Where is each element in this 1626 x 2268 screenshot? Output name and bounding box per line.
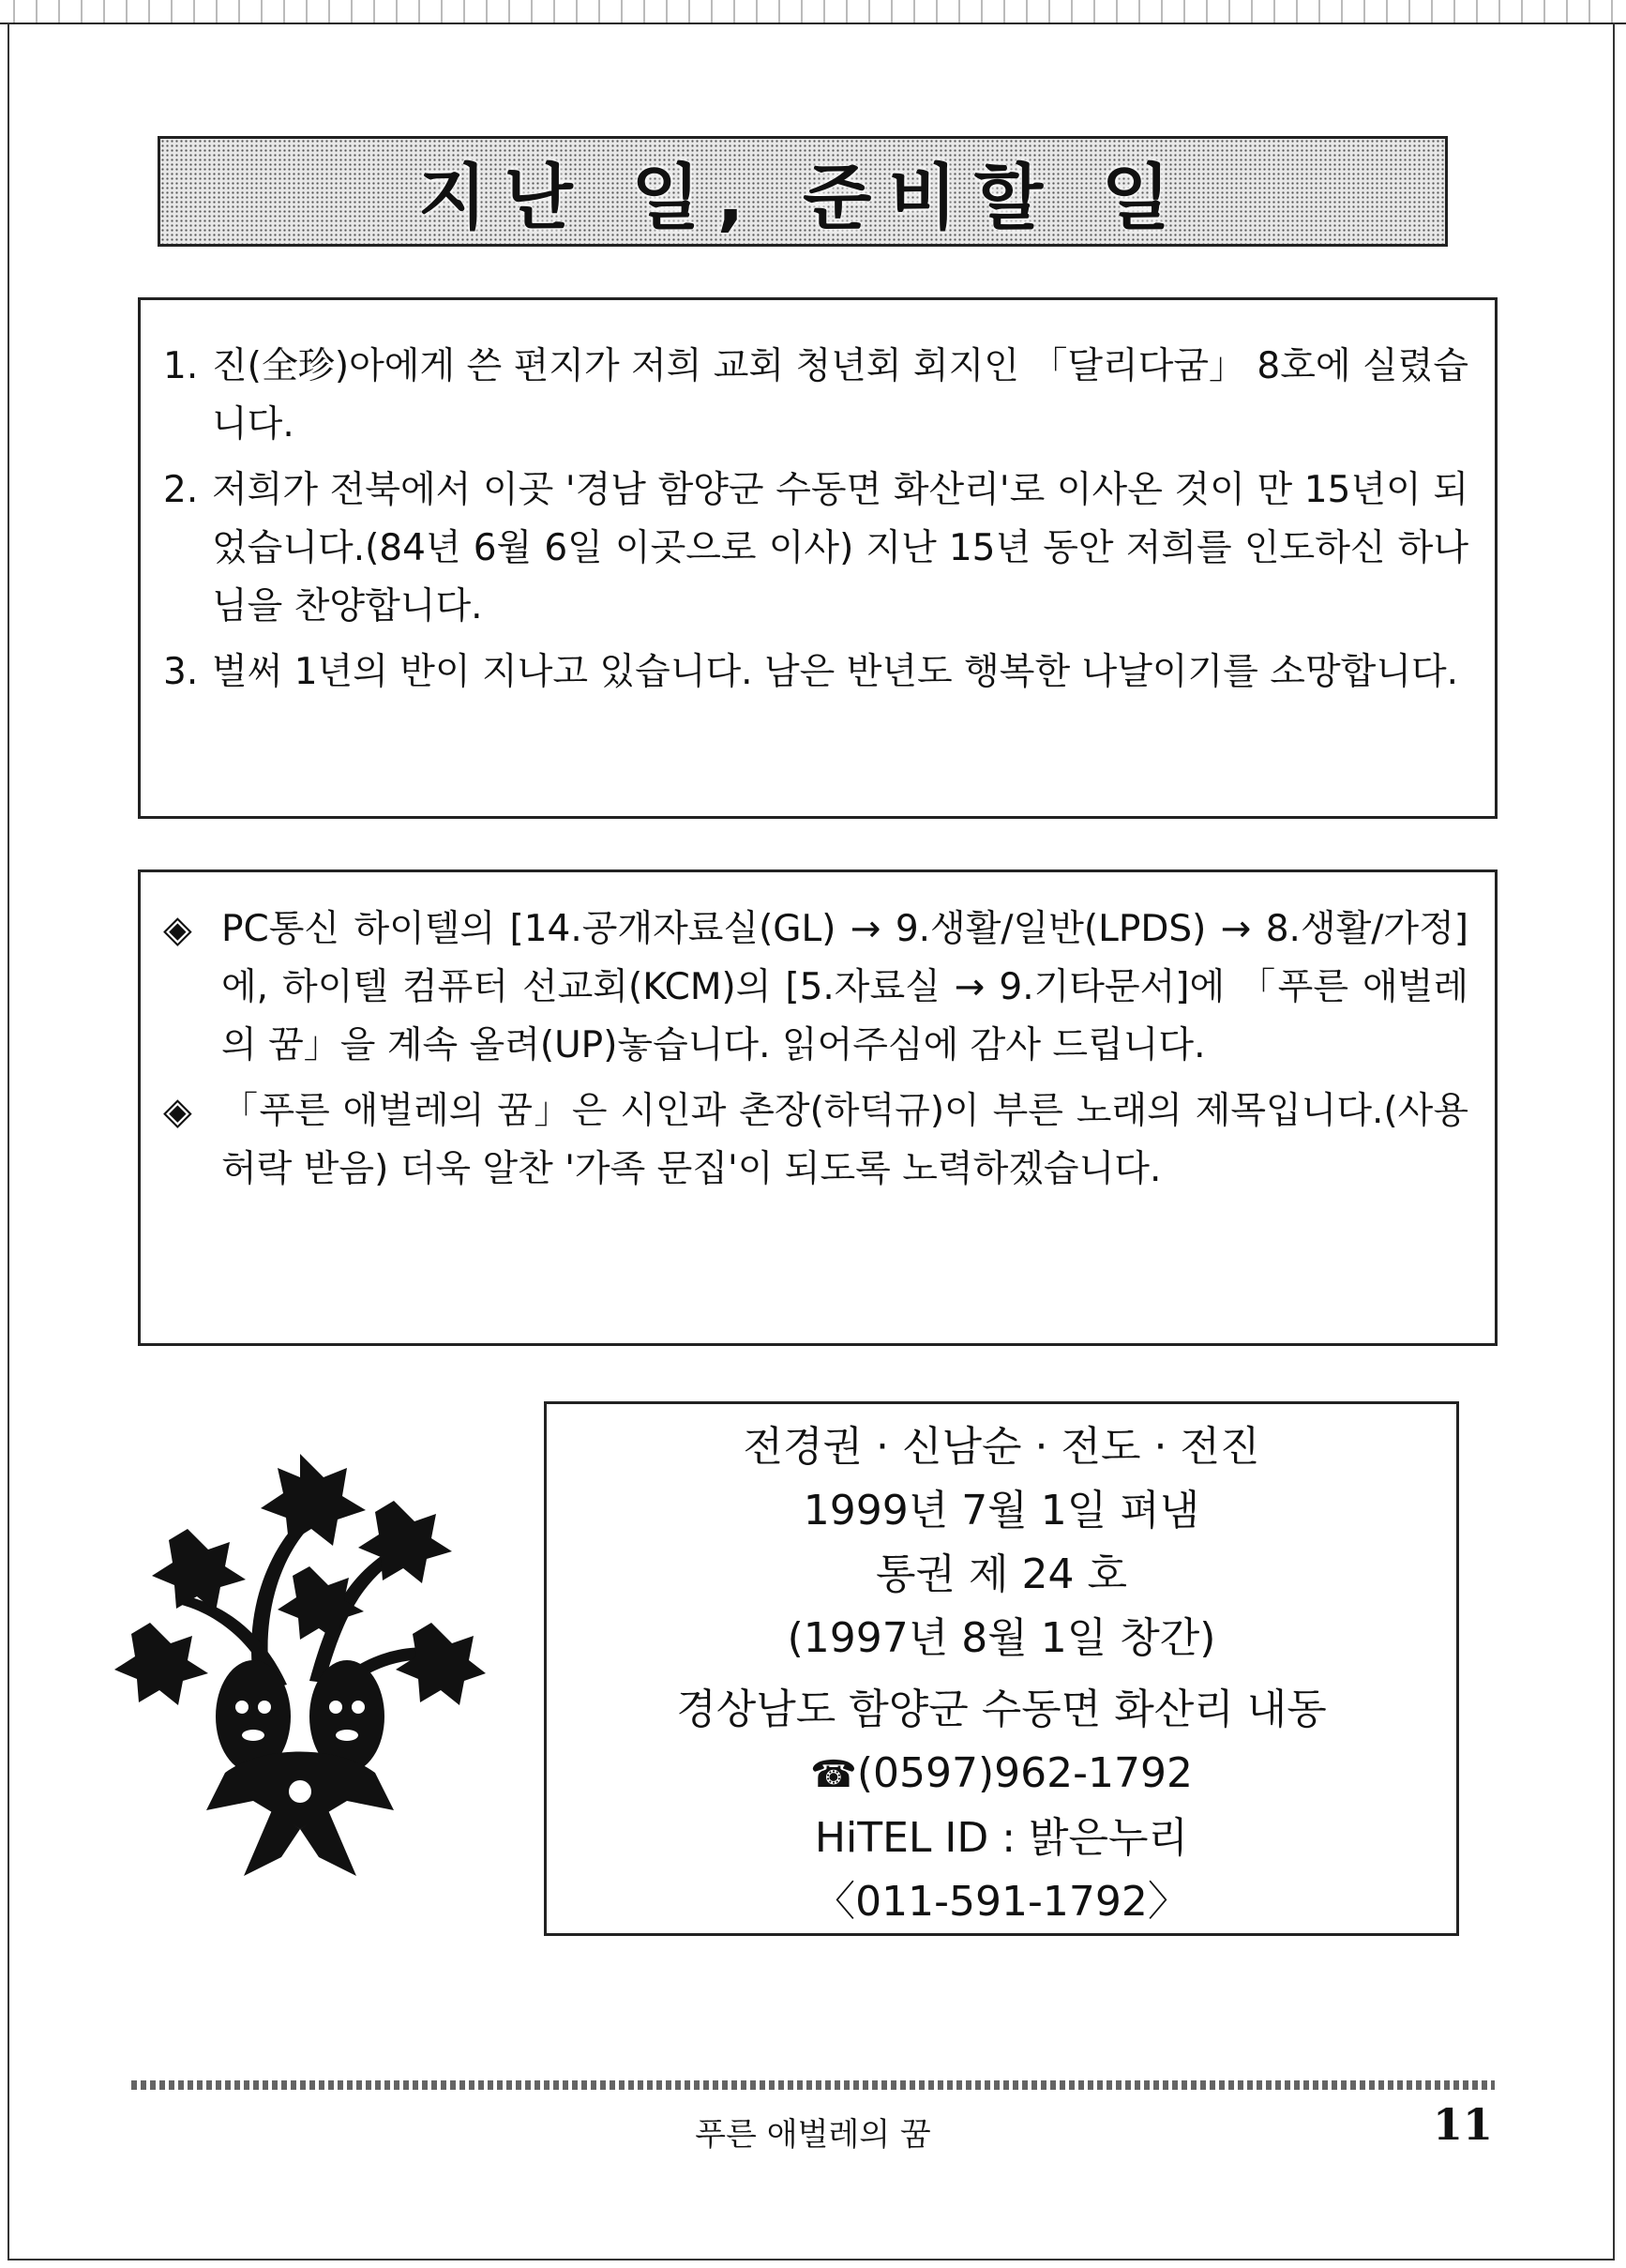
news-item [163,643,1468,702]
news-item-number: 2. [163,469,199,511]
hitel-id: HiTEL ID : 밝은누리 [814,1814,1189,1862]
page-title: 지난 일, 준비할 일 [417,155,1188,239]
notice-box [138,869,1498,1346]
title-banner [158,136,1448,247]
footer-divider [131,2080,1495,2090]
diamond-bullet-icon: ◈ [163,1090,192,1133]
leaf-plant-illustration-icon [113,1435,488,1885]
news-item [163,338,1468,454]
news-item-text: 진(全珍)아에게 쓴 편지가 저희 교회 청년회 회지인 「달리다굼」 8호에 실렸습니다. [212,345,1469,446]
authors: 전경권 · 신남순 · 전도 · 전진 [743,1423,1260,1471]
news-box [138,297,1498,819]
telephone-icon: ☎ [810,1753,857,1796]
notice-item [163,1082,1468,1199]
footer-title: 푸른 애벌레의 꿈 [695,2116,931,2154]
news-item-text: 저희가 전북에서 이곳 '경남 함양군 수동면 화산리'로 이사온 것이 만 15년이 되었습니다.(84년 6월 6일 이곳으로 이사) 지난 15년 동안 저희를 인도하신 하나님을 찬양합니다. [212,469,1468,627]
news-item [163,461,1468,636]
notice-item-text: 「푸른 애벌레의 꿈」은 시인과 촌장(하덕규)이 부른 노래의 제목입니다.(사용 허락 받음) 더욱 알찬 '가족 문집'이 되도록 노력하겠습니다. [221,1090,1468,1190]
issue-number: 통권 제 24 호 [876,1550,1127,1598]
mobile-number: 〈011-591-1792〉 [814,1878,1189,1926]
news-item-number: 3. [163,651,199,693]
page-number: 11 [1432,2099,1493,2150]
phone-number: (0597)962-1792 [856,1749,1193,1797]
phone-line [810,1742,1193,1807]
founded-date: (1997년 8월 1일 창간) [787,1614,1216,1662]
news-item-text: 벌써 1년의 반이 지나고 있습니다. 남은 반년도 행복한 나날이기를 소망합니다. [212,651,1459,693]
notice-item-text: PC통신 하이텔의 [14.공개자료실(GL) → 9.생활/일반(LPDS) → 8.생활/가정]에, 하이텔 컴퓨터 선교회(KCM)의 [5.자료실 → 9.기타문서]에 「푸른 애벌레의 꿈」을 계속 올려(UP)놓습니다. 읽어주심에 감사 드립니다. [221,908,1468,1066]
spiral-binding [0,0,1626,24]
publish-date: 1999년 7월 1일 펴냄 [803,1487,1200,1535]
notice-item [163,900,1468,1075]
news-item-number: 1. [163,345,199,387]
address: 경상남도 함양군 수동면 화산리 내동 [676,1686,1327,1733]
publication-info-box [544,1401,1459,1936]
diamond-bullet-icon: ◈ [163,908,192,951]
